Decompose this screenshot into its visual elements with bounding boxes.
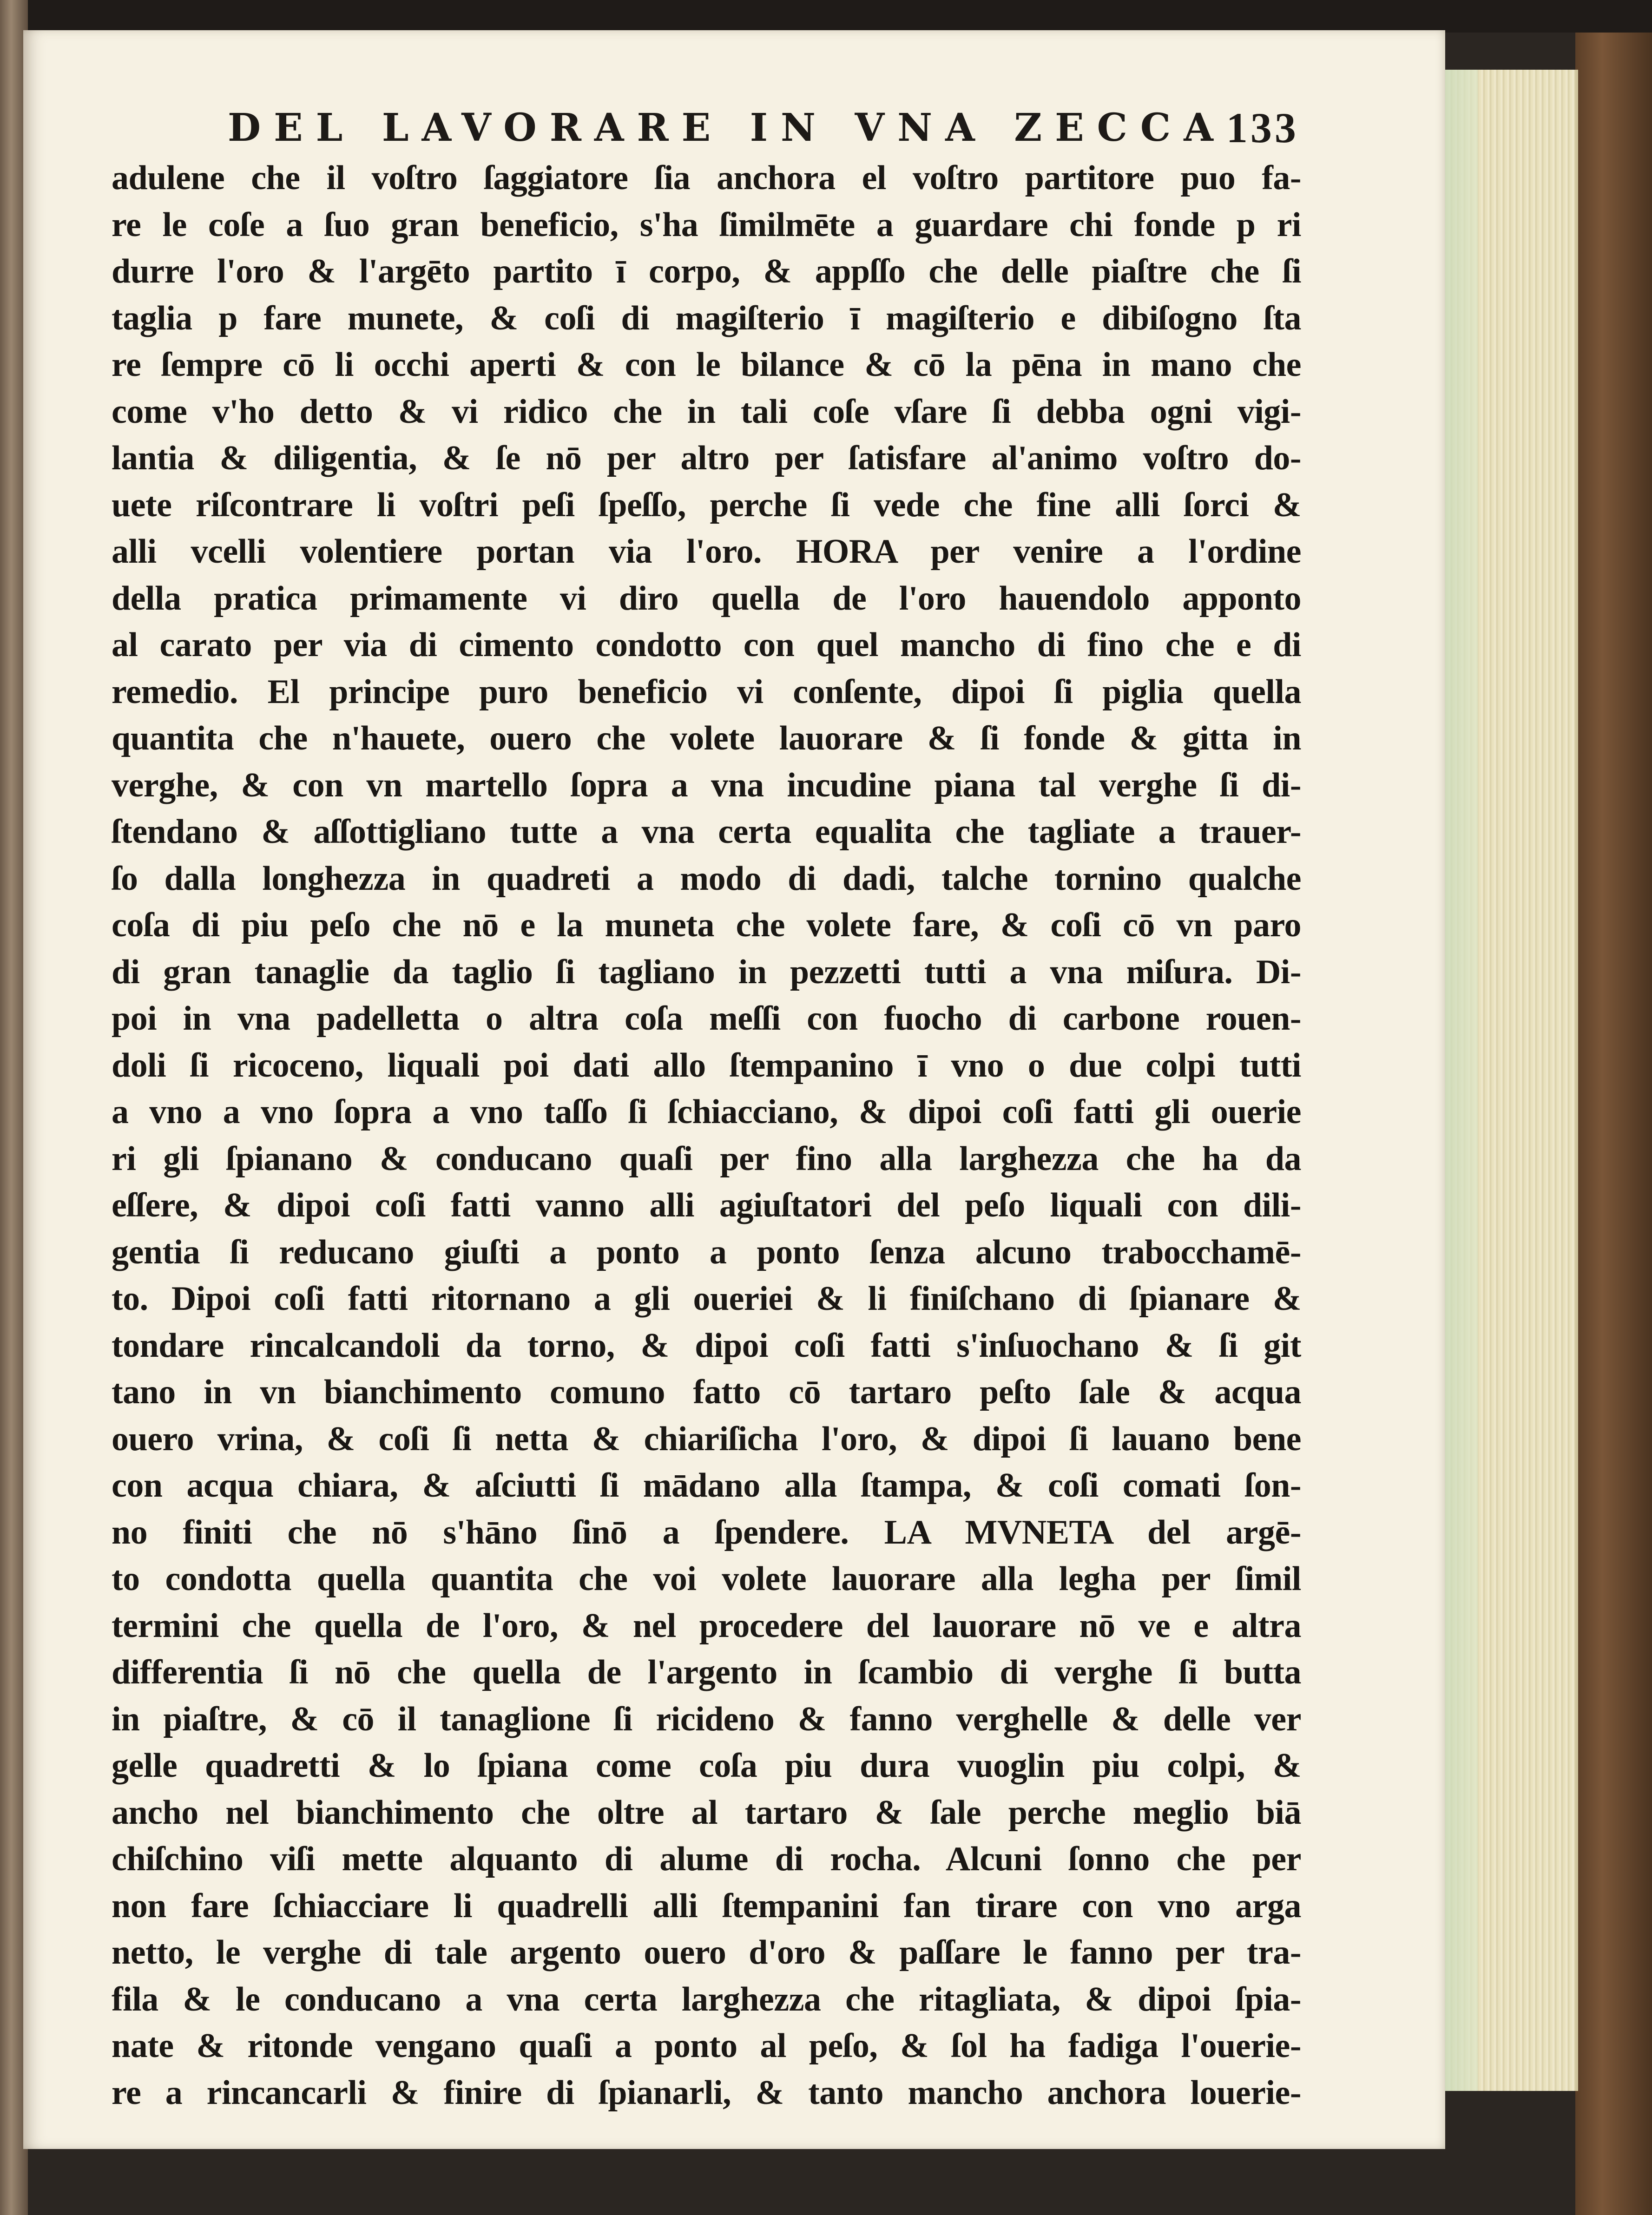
text-line: remedio. El principe puro beneficio vi conſente, dipoi ſi piglia quella — [112, 672, 1301, 711]
text-line: verghe, & con vn martello ſopra a vna incudine piana tal verghe ſi di- — [112, 766, 1301, 804]
text-line: taglia p fare munete, & coſi di magiſterio ī magiſterio e dibiſogno ſta — [112, 299, 1301, 337]
text-line: termini che quella de l'oro, & nel procedere del lauorare nō ve e altra — [112, 1606, 1301, 1645]
text-line: gelle quadretti & lo ſpiana come coſa piu dura vuoglin piu colpi, & — [112, 1747, 1301, 1785]
text-line: ſo dalla longhezza in quadreti a modo di dadi, talche tornino qualche — [112, 859, 1301, 898]
text-line: netto, le verghe di tale argento ouero d'oro & paſſare le fanno per tra- — [112, 1933, 1301, 1972]
text-line: to condotta quella quantita che voi volete lauorare alla legha per ſimil — [112, 1560, 1301, 1598]
book-page — [23, 30, 1445, 2149]
text-line: chiſchino viſi mette alquanto di alume di rocha. Alcuni ſonno che per — [112, 1840, 1301, 1878]
text-line: a vno a vno ſopra a vno taſſo ſi ſchiacciano, & dipoi coſi fatti gli ouerie — [112, 1093, 1301, 1131]
text-line: alli vcelli volentiere portan via l'oro. HORA per venire a l'ordine — [112, 532, 1301, 571]
text-line: ſtendano & aſſottigliano tutte a vna certa equalita che tagliate a trauer- — [112, 813, 1301, 851]
text-line: con acqua chiara, & aſciutti ſi mādano alla ſtampa, & coſi comati ſon- — [112, 1466, 1301, 1505]
text-line: al carato per via di cimento condotto con quel mancho di fino che e di — [112, 626, 1301, 664]
text-line: re le coſe a ſuo gran beneficio, s'ha ſimilmēte a guardare chi fonde p ri — [112, 205, 1301, 244]
text-line: to. Dipoi coſi fatti ritornano a gli oueriei & li finiſchano di ſpianare & — [112, 1280, 1301, 1318]
text-line: no finiti che nō s'hāno ſinō a ſpendere. LA MVNETA del argē- — [112, 1513, 1301, 1551]
text-line: doli ſi ricoceno, liquali poi dati allo ſtempanino ī vno o due colpi tutti — [112, 1046, 1301, 1084]
page-number: 133 — [1226, 104, 1299, 151]
running-title: DEL LAVORARE IN VNA ZECCA — [228, 105, 1226, 150]
text-line: di gran tanaglie da taglio ſi tagliano in pezzetti tutti a vna miſura. Di- — [112, 953, 1301, 991]
text-line: gentia ſi reducano giuſti a ponto a ponto ſenza alcuno trabocchamē- — [112, 1233, 1301, 1271]
text-block — [112, 155, 1301, 2116]
page-stack-tint — [1441, 70, 1478, 2091]
cover-top-edge — [0, 0, 1652, 33]
text-line: della pratica primamente vi diro quella de l'oro hauendolo apponto — [112, 579, 1301, 618]
text-line: tano in vn bianchimento comuno fatto cō tartaro peſto ſale & acqua — [112, 1373, 1301, 1411]
book-cover-right — [1575, 33, 1652, 2215]
text-line: tondare rincalcandoli da torno, & dipoi coſi fatti s'inſuochano & ſi git — [112, 1326, 1301, 1365]
text-line: come v'ho detto & vi ridico che in tali coſe vſare ſi debba ogni vigi- — [112, 392, 1301, 431]
text-line: eſſere, & dipoi coſi fatti vanno alli agiuſtatori del peſo liquali con dili- — [112, 1186, 1301, 1224]
text-line: lantia & diligentia, & ſe nō per altro per ſatisfare al'animo voſtro do- — [112, 439, 1301, 477]
text-line: ancho nel bianchimento che oltre al tartaro & ſale perche meglio biā — [112, 1793, 1301, 1832]
text-line: adulene che il voſtro ſaggiatore ſia anchora el voſtro partitore puo fa- — [112, 159, 1301, 197]
text-line: coſa di piu peſo che nō e la muneta che volete fare, & coſi cō vn paro — [112, 906, 1301, 944]
text-line: ouero vrina, & coſi ſi netta & chiariſicha l'oro, & dipoi ſi lauano bene — [112, 1420, 1301, 1458]
text-line: durre l'oro & l'argēto partito ī corpo, & appſſo che delle piaſtre che ſi — [112, 252, 1301, 290]
text-line: re a rincancarli & finire di ſpianarli, & tanto mancho anchora louerie- — [112, 2073, 1301, 2112]
text-line: non fare ſchiacciare li quadrelli alli ſtempanini fan tirare con vno arga — [112, 1886, 1301, 1925]
text-line: poi in vna padelletta o altra coſa meſſi con fuocho di carbone rouen- — [112, 999, 1301, 1038]
text-line: quantita che n'hauete, ouero che volete lauorare & ſi fonde & gitta in — [112, 719, 1301, 757]
running-head — [228, 102, 1299, 153]
text-line: ri gli ſpianano & conducano quaſi per fino alla larghezza che ha da — [112, 1139, 1301, 1178]
text-line: re ſempre cō li occhi aperti & con le bilance & cō la pēna in mano che — [112, 346, 1301, 384]
text-line: in piaſtre, & cō il tanaglione ſi ricideno & fanno verghelle & delle ver — [112, 1700, 1301, 1738]
text-line: nate & ritonde vengano quaſi a ponto al peſo, & ſol ha fadiga l'ouerie- — [112, 2027, 1301, 2065]
text-line: fila & le conducano a vna certa larghezza che ritagliata, & dipoi ſpia- — [112, 1980, 1301, 2018]
text-line: differentia ſi nō che quella de l'argento in ſcambio di verghe ſi butta — [112, 1653, 1301, 1691]
text-line: uete riſcontrare li voſtri peſi ſpeſſo, perche ſi vede che fine alli ſorci & — [112, 486, 1301, 524]
